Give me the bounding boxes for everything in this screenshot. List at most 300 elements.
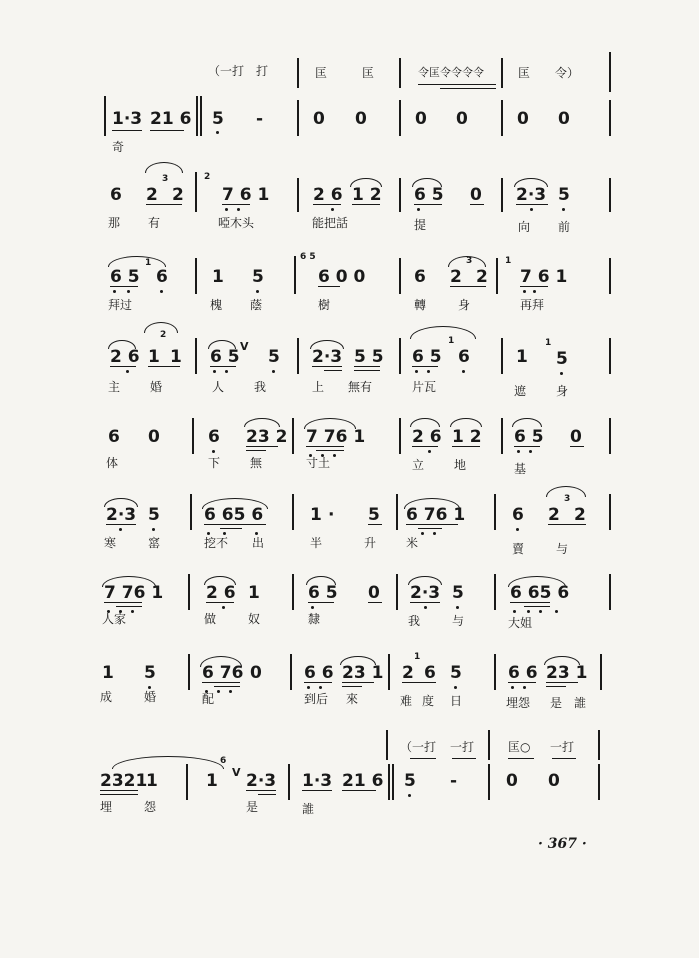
underline bbox=[204, 524, 266, 525]
note: 23 2 bbox=[246, 427, 288, 447]
note: 2 6 bbox=[412, 427, 442, 447]
low-dot bbox=[424, 606, 427, 609]
lyric: 窰 bbox=[148, 536, 161, 550]
lyric: 我 bbox=[408, 614, 421, 628]
note: 2 bbox=[548, 505, 560, 525]
note: 6 5 bbox=[308, 583, 338, 603]
barline bbox=[494, 654, 496, 690]
low-dot bbox=[427, 370, 430, 373]
barline bbox=[501, 100, 503, 136]
underline bbox=[552, 758, 576, 759]
underline bbox=[150, 130, 184, 131]
lyric: 能把話 bbox=[312, 216, 349, 230]
low-dot bbox=[212, 450, 215, 453]
barline bbox=[396, 574, 398, 610]
barline bbox=[386, 730, 388, 760]
note: 6 5 bbox=[414, 185, 444, 205]
lyric: 成 bbox=[100, 690, 113, 704]
breath-mark: V bbox=[240, 340, 249, 353]
underline bbox=[412, 366, 438, 367]
lyric: 遮 bbox=[514, 384, 527, 398]
note: 5 bbox=[404, 771, 416, 791]
note: 2 bbox=[450, 267, 462, 287]
underline bbox=[206, 602, 234, 603]
note: 6 5 bbox=[110, 267, 140, 287]
low-dot bbox=[223, 532, 226, 535]
underline bbox=[510, 602, 550, 603]
note: 2 6 bbox=[110, 347, 140, 367]
underline bbox=[324, 370, 342, 371]
barline bbox=[609, 178, 611, 212]
lyric: 大姐 bbox=[508, 616, 533, 630]
low-dot bbox=[555, 610, 558, 613]
lyric: 下 bbox=[208, 456, 221, 470]
note: 6 bbox=[208, 427, 220, 447]
lyric: 奇 bbox=[112, 140, 125, 154]
underline bbox=[308, 602, 334, 603]
underline bbox=[100, 794, 138, 795]
underline bbox=[246, 450, 266, 451]
barline bbox=[297, 178, 299, 212]
lyric: 寸土 bbox=[306, 456, 331, 470]
lyric: 提 bbox=[414, 218, 427, 232]
underline bbox=[546, 686, 566, 687]
slur bbox=[108, 256, 166, 267]
low-dot bbox=[331, 208, 334, 211]
grace-note: 3 bbox=[162, 174, 169, 184]
lyric: 人家 bbox=[102, 612, 127, 626]
note: 2 bbox=[172, 185, 184, 205]
barline bbox=[501, 58, 503, 88]
lyric: 米 bbox=[406, 536, 419, 550]
barline bbox=[598, 730, 600, 760]
note: 1 bbox=[248, 583, 260, 603]
low-dot bbox=[513, 610, 516, 613]
lyric: 那 bbox=[108, 216, 121, 230]
note: 21 6 bbox=[150, 109, 192, 129]
low-dot bbox=[333, 454, 336, 457]
note: 6 bbox=[108, 427, 120, 447]
low-dot bbox=[131, 610, 134, 613]
underline bbox=[146, 204, 182, 205]
perc-token: 匡 bbox=[315, 66, 328, 80]
underline bbox=[452, 758, 476, 759]
underline bbox=[116, 606, 142, 607]
low-dot bbox=[229, 690, 232, 693]
barline bbox=[609, 100, 611, 136]
barline bbox=[288, 764, 290, 800]
underline bbox=[214, 686, 240, 687]
lyric: 再拜 bbox=[520, 298, 545, 312]
slur bbox=[112, 756, 227, 769]
barline bbox=[290, 654, 292, 690]
underline bbox=[342, 686, 362, 687]
note: 6 5 bbox=[412, 347, 442, 367]
lyric: 升 bbox=[364, 536, 377, 550]
underline bbox=[414, 204, 442, 205]
note: 1 bbox=[206, 771, 218, 791]
barline bbox=[399, 178, 401, 212]
low-dot bbox=[256, 290, 259, 293]
barline bbox=[501, 338, 503, 374]
note: 2 bbox=[574, 505, 586, 525]
underline bbox=[406, 524, 458, 525]
lyric: 身 bbox=[458, 298, 471, 312]
note: 2·3 bbox=[106, 505, 137, 525]
low-dot bbox=[255, 532, 258, 535]
note: 0 bbox=[517, 109, 529, 129]
note: 1 2 bbox=[452, 427, 482, 447]
low-dot bbox=[527, 610, 530, 613]
low-dot bbox=[433, 532, 436, 535]
barline bbox=[399, 338, 401, 374]
perc-token: 令） bbox=[555, 66, 580, 80]
underline bbox=[516, 204, 548, 205]
note: 6 5 bbox=[210, 347, 240, 367]
underline bbox=[110, 366, 136, 367]
underline bbox=[548, 524, 586, 525]
low-dot bbox=[152, 528, 155, 531]
underline bbox=[100, 790, 138, 791]
note: 6 bbox=[424, 663, 436, 683]
low-dot bbox=[217, 690, 220, 693]
low-dot bbox=[213, 370, 216, 373]
note: 0 bbox=[415, 109, 427, 129]
lyric: 賣 bbox=[512, 542, 525, 556]
note: 7 6 1 bbox=[520, 267, 568, 287]
low-dot bbox=[307, 686, 310, 689]
lyric: 怨 bbox=[144, 800, 157, 814]
lyric: 做 bbox=[204, 612, 217, 626]
lyric: 誰 bbox=[302, 802, 315, 816]
lyric: 樹 bbox=[318, 298, 331, 312]
low-dot bbox=[127, 290, 130, 293]
note: 2321 bbox=[100, 771, 148, 791]
lyric: 有 bbox=[148, 216, 161, 230]
underline bbox=[258, 794, 276, 795]
lyric: 前 bbox=[558, 220, 571, 234]
underline bbox=[354, 370, 380, 371]
underline bbox=[410, 758, 436, 759]
lyric: 立 bbox=[412, 458, 425, 472]
note: 6 bbox=[156, 267, 168, 287]
underline bbox=[470, 204, 484, 205]
lyric: 出 bbox=[252, 536, 265, 550]
underline bbox=[352, 204, 380, 205]
grace-note: 1 bbox=[545, 338, 552, 348]
lyric: 难 bbox=[400, 694, 413, 708]
note: 2 bbox=[146, 185, 158, 205]
grace-note: 3 bbox=[564, 494, 571, 504]
grace-note: 6 5 bbox=[300, 252, 316, 262]
note: 6 65 6 bbox=[204, 505, 264, 525]
lyric: 婚 bbox=[150, 380, 163, 394]
barline bbox=[188, 654, 190, 690]
note: 1 bbox=[148, 347, 160, 367]
underline bbox=[354, 366, 380, 367]
barline bbox=[396, 494, 398, 530]
lyric: 到后 bbox=[304, 692, 329, 706]
low-dot bbox=[113, 290, 116, 293]
low-dot bbox=[539, 610, 542, 613]
note: 5 5 bbox=[354, 347, 384, 367]
barline bbox=[292, 418, 294, 454]
lyric: 主 bbox=[108, 380, 121, 394]
perc-token: 打 bbox=[256, 64, 269, 78]
low-dot bbox=[533, 290, 536, 293]
note: 2·3 bbox=[516, 185, 547, 205]
low-dot bbox=[516, 528, 519, 531]
barline bbox=[609, 574, 611, 610]
low-dot bbox=[560, 372, 563, 375]
underline bbox=[520, 286, 548, 287]
low-dot bbox=[454, 686, 457, 689]
note: 0 bbox=[470, 185, 482, 205]
low-dot bbox=[126, 370, 129, 373]
underline bbox=[220, 528, 242, 529]
low-dot bbox=[311, 606, 314, 609]
note: 7 76 1 bbox=[104, 583, 164, 603]
lyric: 基 bbox=[514, 462, 527, 476]
barline bbox=[609, 338, 611, 374]
grace-note: 3 bbox=[466, 256, 473, 266]
slur bbox=[410, 326, 476, 339]
lyric: 日 bbox=[450, 694, 463, 708]
barline bbox=[104, 96, 106, 136]
underline bbox=[316, 450, 344, 451]
barline bbox=[600, 654, 602, 690]
barline bbox=[196, 96, 198, 136]
note: 0 bbox=[548, 771, 560, 791]
note: 5 bbox=[556, 349, 568, 369]
underline bbox=[104, 602, 142, 603]
note: 7 6 1 bbox=[222, 185, 270, 205]
low-dot bbox=[225, 370, 228, 373]
underline bbox=[570, 446, 584, 447]
note: 1·3 bbox=[302, 771, 333, 791]
note: 0 bbox=[148, 427, 160, 447]
underline bbox=[112, 130, 142, 131]
note: 5 bbox=[148, 505, 160, 525]
perc-token: 一打 bbox=[450, 740, 475, 754]
lyric: 上 bbox=[312, 380, 325, 394]
grace-note: 6 bbox=[220, 756, 227, 766]
lyric: 埋怨 bbox=[506, 696, 531, 710]
barline bbox=[195, 258, 197, 294]
low-dot bbox=[517, 450, 520, 453]
note: 2 bbox=[476, 267, 488, 287]
note: 1 2 bbox=[352, 185, 382, 205]
underline bbox=[246, 446, 278, 447]
underline bbox=[313, 204, 341, 205]
note: 2 bbox=[402, 663, 414, 683]
note: 6 76 1 bbox=[406, 505, 466, 525]
grace-note: 1 bbox=[448, 336, 455, 346]
page-number: · 367 · bbox=[538, 836, 587, 852]
low-dot bbox=[225, 208, 228, 211]
low-dot bbox=[408, 794, 411, 797]
note: 2·3 bbox=[410, 583, 441, 603]
low-dot bbox=[222, 606, 225, 609]
note: 23 1 bbox=[546, 663, 588, 683]
note: 0 bbox=[355, 109, 367, 129]
barline bbox=[297, 338, 299, 374]
lyric: 地 bbox=[454, 458, 467, 472]
barline bbox=[294, 256, 296, 294]
note: 1 bbox=[212, 267, 224, 287]
note: 23 1 bbox=[342, 663, 384, 683]
note: 5 bbox=[252, 267, 264, 287]
barline bbox=[292, 574, 294, 610]
lyric: 与 bbox=[452, 614, 465, 628]
slur bbox=[410, 418, 440, 427]
note: 6 0 0 bbox=[318, 267, 366, 287]
lyric: 挖不 bbox=[204, 536, 229, 550]
note: - bbox=[256, 109, 264, 129]
note: 1·3 bbox=[112, 109, 143, 129]
breath-mark: V bbox=[232, 766, 241, 779]
perc-token: 令匡令令令令 bbox=[418, 66, 484, 79]
underline bbox=[452, 446, 480, 447]
underline bbox=[514, 446, 540, 447]
lyric: 半 bbox=[310, 536, 323, 550]
lyric: 無 bbox=[250, 456, 263, 470]
low-dot bbox=[237, 208, 240, 211]
note: 1 bbox=[102, 663, 114, 683]
barline bbox=[399, 418, 401, 454]
low-dot bbox=[415, 370, 418, 373]
note: 0 bbox=[506, 771, 518, 791]
underline bbox=[508, 758, 534, 759]
barline bbox=[292, 494, 294, 530]
note: 2 6 bbox=[313, 185, 343, 205]
low-dot bbox=[119, 528, 122, 531]
underline bbox=[110, 286, 138, 287]
lyric: 与 bbox=[556, 542, 569, 556]
note: 1 bbox=[146, 771, 158, 791]
note: 5 bbox=[558, 185, 570, 205]
barline bbox=[494, 574, 496, 610]
lyric: 啞木头 bbox=[218, 216, 255, 230]
note: 1 bbox=[310, 505, 322, 525]
note: 0 bbox=[456, 109, 468, 129]
underline bbox=[318, 286, 340, 287]
note: 5 bbox=[368, 505, 380, 525]
barline bbox=[609, 258, 611, 294]
note: 0 bbox=[313, 109, 325, 129]
underline bbox=[546, 682, 578, 683]
note: 5 bbox=[212, 109, 224, 129]
low-dot bbox=[428, 450, 431, 453]
slur bbox=[145, 162, 183, 173]
underline bbox=[210, 366, 236, 367]
lyric: 拜过 bbox=[108, 298, 133, 312]
low-dot bbox=[216, 131, 219, 134]
barline bbox=[186, 764, 188, 800]
lyric: 片瓦 bbox=[412, 380, 437, 394]
low-dot bbox=[417, 208, 420, 211]
underline bbox=[450, 286, 486, 287]
underline bbox=[222, 204, 250, 205]
lyric: 奴 bbox=[248, 612, 261, 626]
perc-token: （一打 bbox=[400, 740, 437, 754]
slur bbox=[512, 418, 542, 427]
note: 5 bbox=[450, 663, 462, 683]
note: 6 5 bbox=[514, 427, 544, 447]
grace-note: 1 bbox=[145, 258, 152, 268]
note: 1 bbox=[170, 347, 182, 367]
note: 7 76 1 bbox=[306, 427, 366, 447]
underline bbox=[312, 366, 342, 367]
note: 5 bbox=[268, 347, 280, 367]
underline bbox=[410, 602, 440, 603]
note: 2·3 bbox=[246, 771, 277, 791]
barline bbox=[609, 418, 611, 454]
lyric: 是 bbox=[550, 696, 563, 710]
barline bbox=[488, 730, 490, 760]
note: 6 65 6 bbox=[510, 583, 570, 603]
lyric: 蔭 bbox=[250, 298, 263, 312]
barline bbox=[388, 764, 390, 800]
underline bbox=[508, 682, 536, 683]
underline bbox=[440, 88, 496, 89]
low-dot bbox=[319, 686, 322, 689]
lyric: 体 bbox=[106, 456, 119, 470]
barline bbox=[192, 418, 194, 454]
underline bbox=[342, 682, 374, 683]
note: 6 bbox=[414, 267, 426, 287]
note: 0 bbox=[570, 427, 582, 447]
barline bbox=[200, 96, 202, 136]
note: 5 bbox=[452, 583, 464, 603]
barline bbox=[399, 258, 401, 294]
low-dot bbox=[272, 370, 275, 373]
barline bbox=[297, 100, 299, 136]
barline bbox=[190, 494, 192, 530]
underline bbox=[368, 524, 382, 525]
low-dot bbox=[421, 532, 424, 535]
lyric: 婚 bbox=[144, 690, 157, 704]
lyric: 隸 bbox=[308, 612, 321, 626]
underline bbox=[368, 602, 382, 603]
lyric: 誰 bbox=[574, 696, 587, 710]
barline bbox=[399, 100, 401, 136]
perc-token: 一打 bbox=[550, 740, 575, 754]
low-dot bbox=[456, 606, 459, 609]
underline bbox=[418, 528, 442, 529]
underline bbox=[342, 790, 376, 791]
note: 2·3 bbox=[312, 347, 343, 367]
underline bbox=[306, 446, 344, 447]
grace-note: 1 bbox=[414, 652, 421, 662]
grace-note: 1 bbox=[505, 256, 512, 266]
underline bbox=[202, 682, 240, 683]
perc-token: 匡 bbox=[518, 66, 531, 80]
barline bbox=[392, 764, 394, 800]
note: 6 bbox=[458, 347, 470, 367]
note: 0 bbox=[250, 663, 262, 683]
barline bbox=[195, 338, 197, 374]
lyric: 身 bbox=[556, 384, 569, 398]
lyric: 槐 bbox=[210, 298, 223, 312]
underline bbox=[418, 84, 496, 85]
underline bbox=[412, 446, 438, 447]
low-dot bbox=[523, 290, 526, 293]
low-dot bbox=[523, 686, 526, 689]
low-dot bbox=[529, 450, 532, 453]
perc-token: 匡○ bbox=[508, 740, 531, 754]
note: 6 6 bbox=[304, 663, 334, 683]
